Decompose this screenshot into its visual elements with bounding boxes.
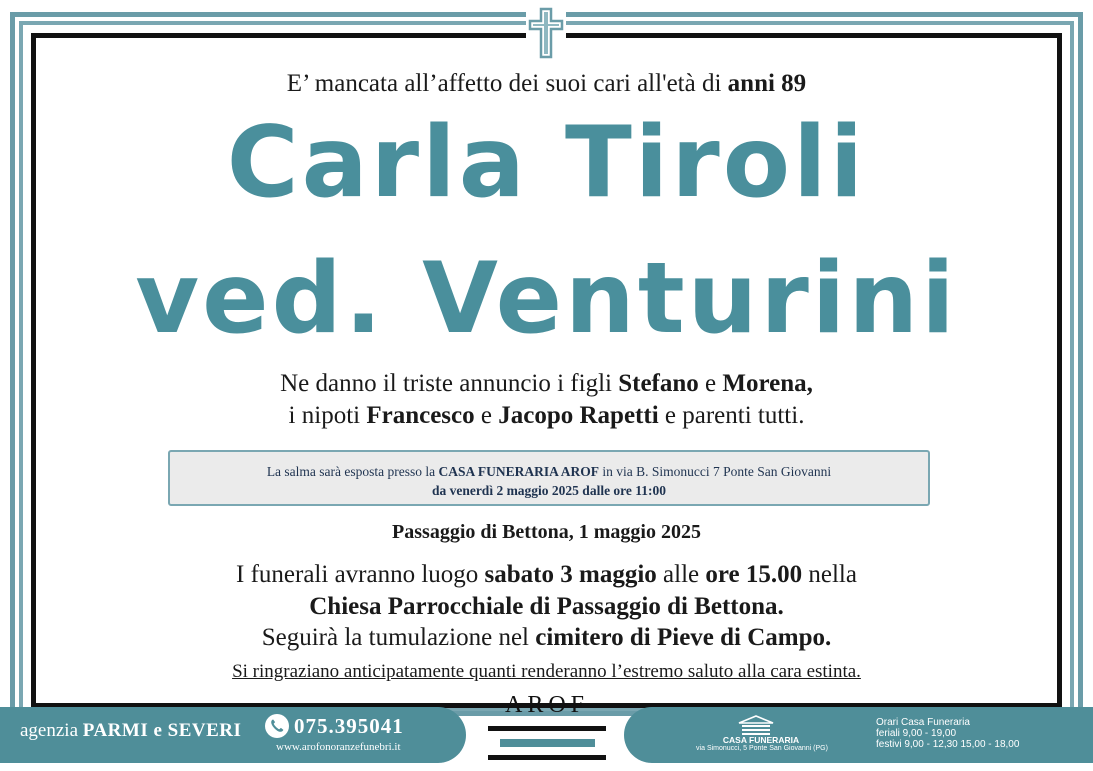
agency-name xyxy=(20,720,241,742)
phone-icon xyxy=(265,714,289,738)
deceased-name-line2: ved. Venturini xyxy=(135,242,958,356)
cemetery-name: cimitero di Pieve di Campo. xyxy=(535,624,832,651)
age-line-prefix: E’ mancata all’affetto dei suoi cari all'età di xyxy=(286,70,722,97)
age-line xyxy=(0,70,1093,98)
funeral-text: I funerali avranno luogo xyxy=(236,561,479,588)
arof-logo-text: AROF xyxy=(504,692,590,718)
family-text: Ne danno il triste annuncio i figli xyxy=(280,370,612,397)
child-name: Stefano xyxy=(618,370,699,397)
family-text: e xyxy=(705,370,717,397)
funeral-home-name: CASA FUNERARIA AROF xyxy=(438,464,600,479)
hours-title: Orari Casa Funeraria xyxy=(876,717,970,728)
logo-bar-accent xyxy=(500,739,595,747)
agency-prefix: agenzia xyxy=(20,720,79,741)
funeral-text: nella xyxy=(808,561,857,588)
notice-text: La salma sarà esposta presso la xyxy=(266,464,436,479)
family-line-1 xyxy=(0,368,1093,400)
grandchild-name: Francesco xyxy=(366,402,475,429)
agency-title: PARMI e SEVERI xyxy=(82,720,242,741)
website-link[interactable]: www.arofonoranzefunebri.it xyxy=(276,741,401,753)
funeral-text: alle xyxy=(663,561,700,588)
funeral-line-3 xyxy=(0,622,1093,654)
viewing-notice-line1 xyxy=(170,464,928,480)
deceased-name-line1: Carla Tiroli xyxy=(226,106,867,220)
family-line-2 xyxy=(0,400,1093,432)
funeral-time: ore 15.00 xyxy=(705,561,803,588)
opening-hours xyxy=(876,717,1019,750)
viewing-notice-line2: da venerdì 2 maggio 2025 dalle ore 11:00 xyxy=(431,483,667,498)
logo-bar xyxy=(488,755,606,760)
cross-icon xyxy=(526,6,566,60)
phone-number[interactable]: 075.395041 xyxy=(294,714,404,738)
place-date: Passaggio di Bettona, 1 maggio 2025 xyxy=(392,521,701,543)
viewing-notice-box xyxy=(168,450,930,506)
logo-bar xyxy=(488,726,606,731)
thanks-line: Si ringraziano anticipatamente quanti renderanno l’estremo saluto alla cara estinta. xyxy=(232,661,861,682)
family-text: e xyxy=(480,402,492,429)
child-name: Morena, xyxy=(722,370,813,397)
funeral-home-building-icon xyxy=(736,714,776,736)
funeral-line-1 xyxy=(0,559,1093,591)
funeral-text: Seguirà la tumulazione nel xyxy=(261,624,529,651)
notice-text: in via B. Simonucci 7 Ponte San Giovanni xyxy=(602,464,832,479)
grandchild-name: Jacopo Rapetti xyxy=(498,402,659,429)
funeral-date: sabato 3 maggio xyxy=(484,561,657,588)
funeral-home-address: via Simonucci, 5 Ponte San Giovanni (PG) xyxy=(696,745,828,752)
hours-holiday: festivi 9,00 - 12,30 15,00 - 18,00 xyxy=(876,739,1020,750)
funeral-home-title: CASA FUNERARIA xyxy=(722,735,800,745)
funeral-church: Chiesa Parrocchiale di Passaggio di Bettona. xyxy=(309,593,784,620)
hours-weekday: feriali 9,00 - 19,00 xyxy=(876,728,957,739)
family-text: i nipoti xyxy=(288,402,361,429)
age-value: anni 89 xyxy=(727,70,807,97)
family-text: e parenti tutti. xyxy=(664,402,805,429)
